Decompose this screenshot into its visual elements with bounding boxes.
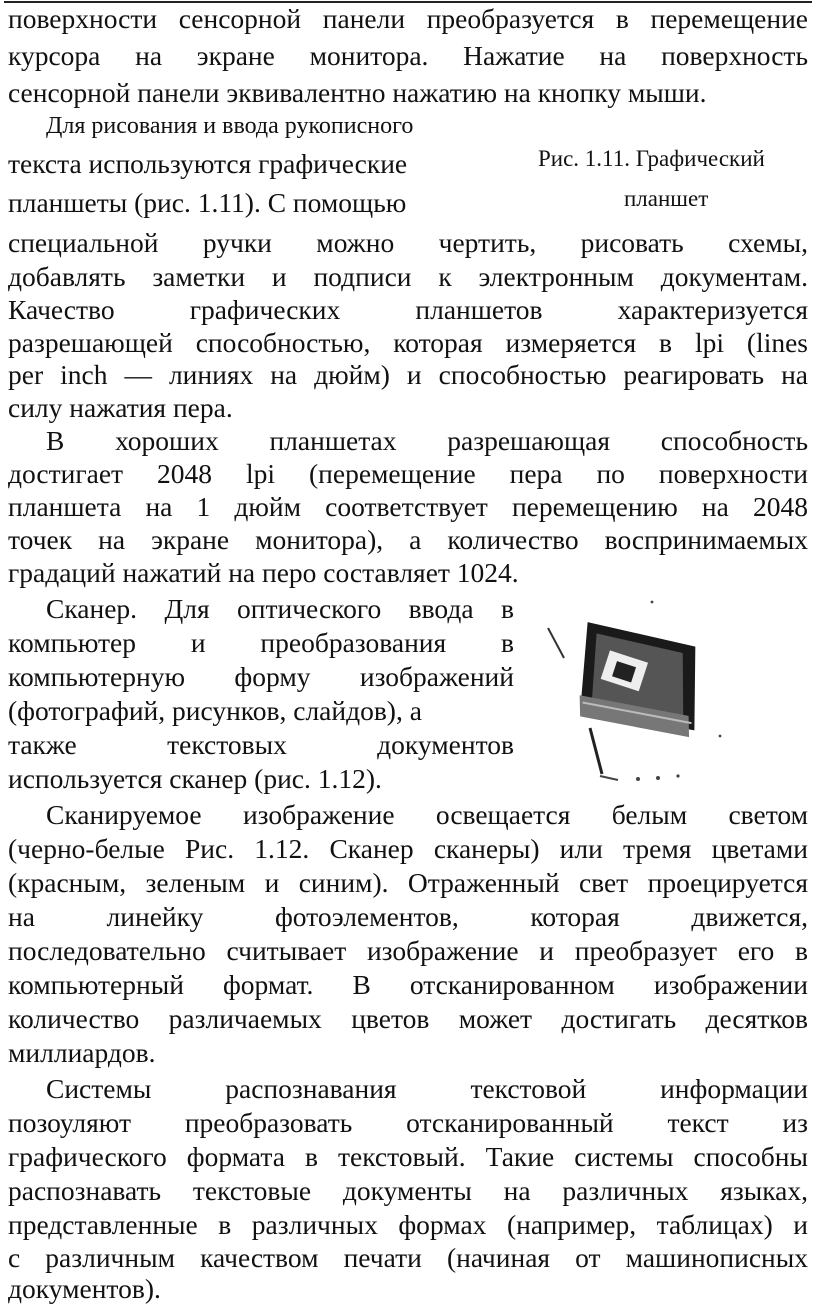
text-line: компьютер и преобразования в: [8, 627, 514, 658]
text-line: курсора на экране монитора. Нажатие на поверхность: [8, 40, 808, 71]
text-line: Системы распознавания текстовой информации: [46, 1073, 808, 1104]
text-line: (фотографий, рисунков, слайдов), а: [8, 695, 422, 726]
text-line: представленные в различных формах (например, таблицах) и: [8, 1209, 808, 1240]
text-line: per inch — линиях на дюйм) и способностью реагировать на: [8, 359, 808, 390]
text-line: добавлять заметки и подписи к электронным документам.: [8, 261, 808, 292]
text-line: планшеты (рис. 1.11). С помощью: [8, 187, 407, 218]
text-line: силу нажатия пера.: [8, 392, 233, 423]
text-line: специальной ручки можно чертить, рисовать схемы,: [8, 227, 808, 258]
text-line: поверхности сенсорной панели преобразуется в перемещение: [8, 3, 808, 34]
text-line: на линейку фотоэлементов, которая движется,: [8, 901, 808, 932]
text-line: используется сканер (рис. 1.12).: [8, 763, 382, 794]
text-line: Для рисования и ввода рукописного: [46, 113, 414, 139]
text-line: с различным качеством печати (начиная от машинописных: [8, 1242, 808, 1273]
text-line: Сканер. Для оптического ввода в: [46, 593, 514, 624]
text-line: компьютерный формат. В отсканированном изображении: [8, 969, 808, 1000]
text-line: (красным, зеленым и синим). Отраженный свет проецируется: [8, 867, 808, 898]
text-line: достигает 2048 lpi (перемещение пера по поверхности: [8, 458, 808, 489]
text-line: распознавать текстовые документы на различных языках,: [8, 1175, 808, 1206]
text-line: разрешающей способностью, которая измеряется в lpi (lines: [8, 327, 808, 358]
text-line: также текстовых документов: [8, 729, 514, 760]
text-line: миллиардов.: [8, 1037, 156, 1068]
text-line: компьютерную форму изображений: [8, 661, 514, 692]
text-line: планшета на 1 дюйм соответствует перемещению на 2048: [8, 491, 808, 522]
text-line: документов).: [8, 1273, 161, 1304]
text-line: Сканируемое изображение освещается белым светом: [46, 799, 808, 830]
text-line: позоуляют преобразовать отсканированный текст из: [8, 1107, 808, 1138]
text-line: точек на экране монитора), а количество воспринимаемых: [8, 524, 808, 555]
text-line: Качество графических планшетов характеризуется: [8, 294, 808, 325]
text-line: графического формата в текстовый. Такие системы способны: [8, 1141, 808, 1172]
text-line: последовательно считывает изображение и преобразует его в: [8, 935, 808, 966]
figure-caption-1-11: Рис. 1.11. Графический: [538, 146, 765, 171]
text-line: текста используются графические: [8, 148, 408, 179]
text-line: градаций нажатий на перо составляет 1024.: [8, 557, 519, 588]
text-line: количество различаемых цветов может достигать десятков: [8, 1003, 808, 1034]
text-line: сенсорной панели эквивалентно нажатию на кнопку мыши.: [8, 77, 707, 108]
text-line: В хороших планшетах разрешающая способность: [46, 425, 808, 456]
text-line: (черно-белые Рис. 1.12. Сканер сканеры) или тремя цветами: [8, 833, 808, 864]
figure-caption-1-11-line2: планшет: [624, 186, 709, 211]
scanner-figure: [528, 598, 728, 786]
